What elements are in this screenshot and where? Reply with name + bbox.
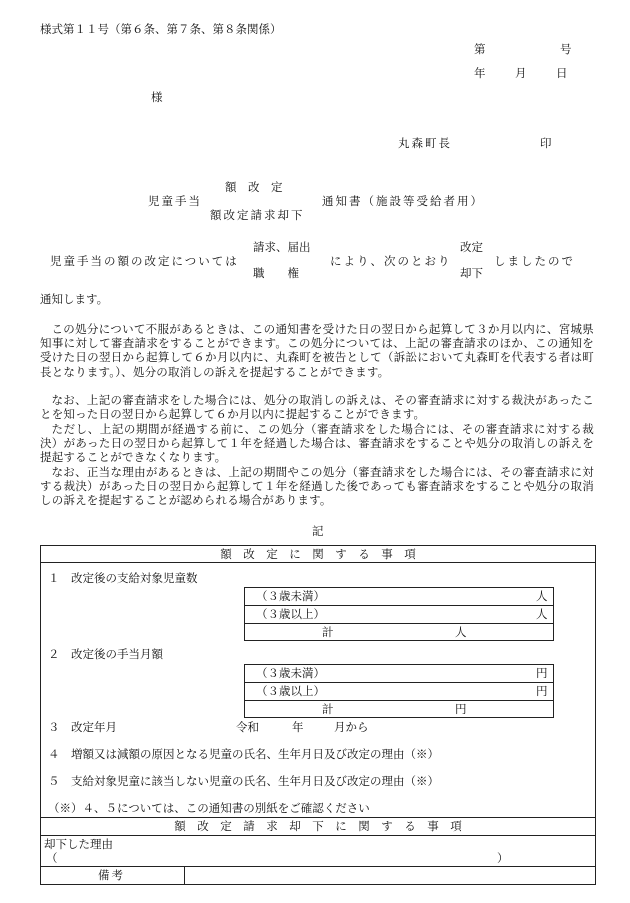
revision-heading-divider <box>40 562 596 563</box>
monthly-amount-under3-unit: 円 <box>536 666 548 680</box>
child-count-under3-unit: 人 <box>536 589 548 603</box>
title-right: 通知書（施設等受給者用） <box>322 194 484 208</box>
notice-paragraph-2: なお、上記の審査請求をした場合には、処分の取消しの訴えは、その審査請求に対する裁決があったことを知った日の翌日から起算して６か月以内に提起することができます。 <box>40 393 594 422</box>
remarks-label: 備考 <box>98 868 125 882</box>
seal-mark: 印 <box>540 136 552 150</box>
revision-year-label: 年 <box>292 720 304 734</box>
date-month: 月 <box>515 66 527 80</box>
date-year: 年 <box>474 66 486 80</box>
monthly-amount-total-label: 計 <box>322 702 334 716</box>
remarks-divider <box>40 866 596 867</box>
revision-item-4: ４ 増額又は減額の原因となる児童の氏名、生年月日及び改定の理由（※） <box>48 747 439 761</box>
monthly-amount-over3-unit: 円 <box>536 684 548 698</box>
title-option-rejection: 額改定請求却下 <box>210 208 305 222</box>
notice-paragraph-1: この処分について不服があるときは、この通知書を受けた日の翌日から起算して３か月以内に、宮城県知事に対して審査請求をすることができます。この処分については、上記の審査請求のほか、この通知を受けた日の翌日から起算して６か月以内に、丸森町を被告として（訴訟において丸森町を代表する者は町長となります。）、処分の取消しの訴えを提起することができます。 <box>40 322 594 379</box>
remarks-column-divider <box>184 866 185 885</box>
child-count-under3-label: （３歳未満） <box>256 589 325 603</box>
title-left: 児童手当 <box>148 194 202 208</box>
intro-tail: しましたので <box>494 254 575 268</box>
revision-note: （※）４、５については、この通知書の別紙をご確認ください <box>48 801 370 815</box>
date-day: 日 <box>556 66 568 80</box>
title-option-revision: 額 改 定 <box>225 180 283 194</box>
rejection-reason-label: 却下した理由 <box>44 837 113 851</box>
rejection-heading: 額 改 定 請 求 却 下 に 関 す る 事 項 <box>174 819 462 833</box>
revision-item-1: １ 改定後の支給対象児童数 <box>48 571 198 585</box>
monthly-amount-divider-1 <box>244 682 554 683</box>
monthly-amount-over3-label: （３歳以上） <box>256 684 325 698</box>
intro-line2: 通知します。 <box>40 292 109 306</box>
child-count-total-unit: 人 <box>455 625 467 639</box>
intro-option-authority: 職 権 <box>253 266 299 280</box>
rejection-reason-close-paren: ） <box>497 851 509 865</box>
intro-option-request: 請求、届出 <box>253 240 311 254</box>
document-number-suffix: 号 <box>560 42 572 56</box>
child-count-over3-unit: 人 <box>536 607 548 621</box>
child-count-divider-1 <box>244 605 554 606</box>
ki-heading: 記 <box>312 524 324 538</box>
intro-lead: 児童手当の額の改定については <box>50 254 239 268</box>
intro-option-rejected: 却下 <box>460 266 483 280</box>
issuer-name: 丸森町長 <box>398 136 452 150</box>
rejection-reason-open-paren: （ <box>46 851 58 865</box>
monthly-amount-divider-2 <box>244 700 554 701</box>
intro-option-revised: 改定 <box>460 240 483 254</box>
child-count-total-label: 計 <box>322 625 334 639</box>
intro-middle: により、次のとおり <box>330 254 452 268</box>
child-count-over3-label: （３歳以上） <box>256 607 325 621</box>
document-number-prefix: 第 <box>474 42 486 56</box>
monthly-amount-under3-label: （３歳未満） <box>256 666 325 680</box>
notice-paragraph-4: なお、正当な理由があるときは、上記の期間やこの処分（審査請求をした場合には、その審査請求に対する裁決）があった日の翌日から起算して１年を経過した後であっても審査請求をすることや処分の取消しの訴えを提起することが認められる場合があります。 <box>40 465 594 508</box>
addressee-suffix: 様 <box>151 90 163 104</box>
child-count-divider-2 <box>244 623 554 624</box>
notice-paragraph-3: ただし、上記の期間が経過する前に、この処分（審査請求をした場合には、その審査請求に対する裁決）があった日の翌日から起算して１年を経過した場合は、審査請求をすることや処分の取消しの訴えを提起することができなくなります。 <box>40 422 594 465</box>
form-number: 様式第１１号（第６条、第７条、第８条関係） <box>40 22 282 36</box>
revision-month-label: 月から <box>334 720 369 734</box>
revision-item-2: ２ 改定後の手当月額 <box>48 647 163 661</box>
revision-item-5: ５ 支給対象児童に該当しない児童の氏名、生年月日及び改定の理由（※） <box>48 774 439 788</box>
monthly-amount-total-unit: 円 <box>455 702 467 716</box>
revision-heading: 額 改 定 に 関 す る 事 項 <box>220 547 416 561</box>
rejection-heading-divider <box>40 835 596 836</box>
revision-era-reiwa: 令和 <box>236 720 259 734</box>
revision-item-3: ３ 改定年月 <box>48 720 117 734</box>
